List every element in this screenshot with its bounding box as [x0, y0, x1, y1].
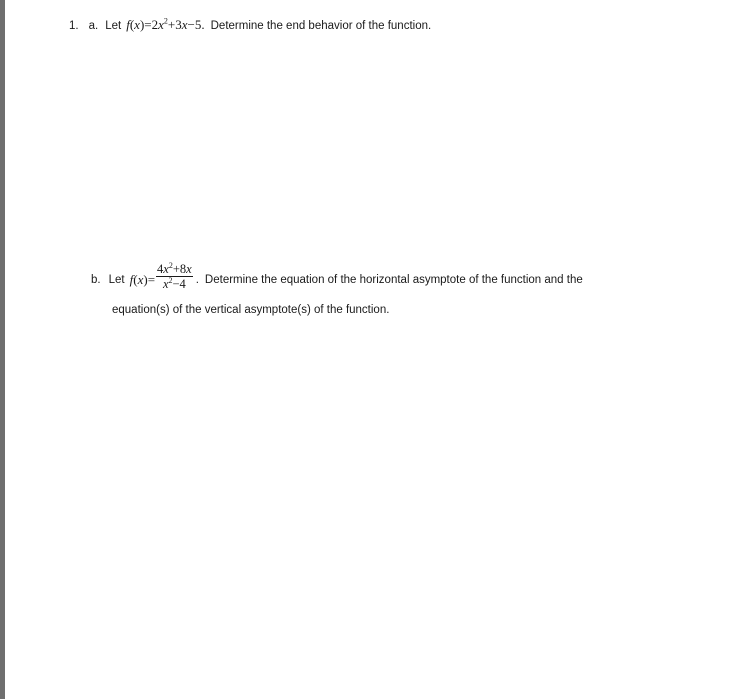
- function-variable: x: [134, 17, 140, 32]
- question-1b-line: [91, 260, 583, 293]
- part-b-function-lhs: f(x)=: [129, 271, 156, 287]
- term-constant: −5.: [187, 17, 205, 32]
- numerator-plus-term: +8: [172, 262, 187, 276]
- numerator-variable-2: x: [186, 262, 192, 276]
- denominator-constant: −4: [172, 277, 186, 291]
- part-b-instruction-line2: equation(s) of the vertical asymptote(s) of the function.: [112, 304, 390, 316]
- part-a-label: a.: [88, 20, 99, 32]
- part-a-function-expression: $f(x)=2x^2+3x-5$.: [126, 16, 205, 32]
- denominator-exponent: 2: [168, 275, 173, 285]
- numerator-exponent: 2: [168, 260, 173, 270]
- denominator-variable: x: [162, 277, 169, 291]
- page-left-border: [0, 0, 5, 699]
- question-number: 1.: [69, 20, 79, 32]
- part-a-instruction: Determine the end behavior of the function.: [210, 20, 432, 32]
- numerator-coefficient: 4: [157, 262, 164, 276]
- part-b-let: Let: [108, 273, 125, 286]
- question-1a-line: [69, 17, 431, 33]
- part-b-instruction-line1: Determine the equation of the horizontal asymptote of the function and the: [204, 273, 583, 286]
- term-variable-2: x: [181, 17, 188, 32]
- rational-fraction: [156, 260, 193, 291]
- fraction-numerator: [156, 260, 193, 277]
- function-variable: x: [137, 271, 144, 287]
- fraction-denominator: [163, 277, 186, 290]
- numerator-variable: x: [163, 262, 169, 276]
- exponent: 2: [163, 16, 168, 26]
- term-plus: +3: [167, 17, 182, 32]
- term-variable: x: [158, 17, 164, 32]
- equals-sign: =: [144, 17, 152, 32]
- part-b-label: b.: [91, 273, 101, 286]
- part-a-let: Let: [105, 20, 122, 32]
- question-1b-line2: [112, 304, 389, 316]
- coefficient: 2: [151, 17, 159, 32]
- function-name: f: [126, 17, 130, 32]
- equals-sign: =: [147, 271, 156, 287]
- part-b-period: .: [195, 273, 199, 286]
- function-name: f: [129, 271, 134, 287]
